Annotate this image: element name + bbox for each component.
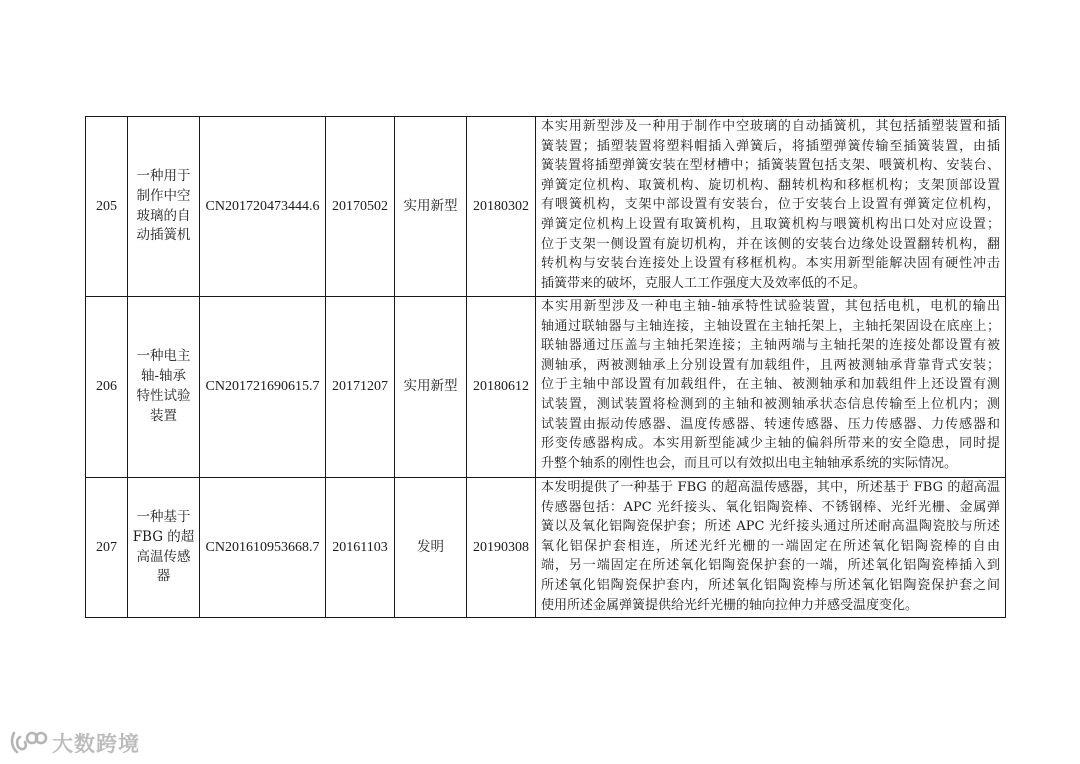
patent-name-cell [128,117,200,297]
application-date-cell: 20170502 [326,117,395,297]
abstract-line: 联轴器通过压盖与主轴托架连接；主轴两端与主轴托架的连接处都设置有被 [541,338,1000,354]
abstract-line: 轴通过联轴器与主轴连接，主轴设置在主轴托架上，主轴托架固设在底座上； [541,318,1000,334]
abstract-line: 传感器包括：APC 光纤接头、氧化铝陶瓷棒、不锈钢棒、光纤光栅、金属弹 [541,499,1000,515]
abstract-line: 簧装置；插塑装置将塑料帽插入弹簧后，将插塑弹簧传输至插簧装置，由插 [541,138,1000,154]
patent-type-cell: 实用新型 [395,117,467,297]
abstract-line: 插簧带来的破坏，克服人工工作强度大及效率低的不足。 [541,275,867,291]
abstract-line: 弹簧定位机构、取簧机构、旋切机构、翻转机构和移框机构；支架顶部设置 [541,177,1000,193]
patent-name-cell [128,297,200,478]
patent-name-line: 玻璃的自 [136,207,191,224]
patent-name-cell [128,478,200,618]
grant-date-cell: 20180612 [467,297,536,478]
application-number-cell: CN201721690615.7 [200,297,326,478]
abstract-line: 本发明提供了一种基于 FBG 的超高温传感器，其中，所述基于 FBG 的超高温 [541,480,1000,495]
abstract-line: 端，另一端固定在所述氧化铝陶瓷保护套的一端，所述氧化铝陶瓷棒插入到 [541,558,1000,574]
grant-date-cell: 20190308 [467,478,536,618]
patent-name-line: 动插簧机 [136,227,191,244]
abstract-line: 弹簧定位机构上设置有取簧机构，且取簧机构与喂簧机构出口处对应设置； [541,216,1000,232]
serial-number-cell: 207 [86,478,128,618]
abstract-line: 试装置由振动传感器、温度传感器、转速传感器、压力传感器、力传感器和 [541,416,1000,432]
brand-logo-icon [8,727,48,757]
patent-type-cell: 实用新型 [395,297,467,478]
table-row [86,478,1006,618]
patent-name-line: 一种用于 [136,167,191,184]
patent-type-cell: 发明 [395,478,467,618]
application-date-cell: 20161103 [326,478,395,618]
application-date-cell: 20171207 [326,297,395,478]
abstract-line: 转机构与安装台连接处上设置有移框机构。本实用新型能解决固有硬性冲击 [541,256,1000,272]
grant-date-cell: 20180302 [467,117,536,297]
abstract-line: 有喂簧机构，支架中部设置有安装台，位于安装台上设置有弹簧定位机构， [541,197,1000,213]
watermark-text: 大数跨境 [52,732,140,756]
patent-name-line: 一种电主 [136,348,191,365]
abstract-cell [536,297,1006,478]
abstract-line: 形变传感器构成。本实用新型能减少主轴的偏斜所带来的安全隐患，同时提 [541,436,1000,452]
patent-name-line: 一种基于 [136,508,191,525]
abstract-line: 氧化铝保护套相连，所述光纤光栅的一端固定在所述氧化铝陶瓷棒的自由 [541,538,1000,554]
patent-table [85,116,1006,618]
table-row [86,117,1006,297]
abstract-line: 测轴承，两被测轴承上分别设置有加载组件，且两被测轴承背靠背式安装； [541,357,1000,373]
application-number-cell: CN201720473444.6 [200,117,326,297]
abstract-line: 本实用新型涉及一种用于制作中空玻璃的自动插簧机，其包括插塑装置和插 [541,119,1000,134]
abstract-line: 簧以及氧化铝陶瓷保护套；所述 APC 光纤接头通过所述耐高温陶瓷胶与所述 [541,519,1000,535]
abstract-line: 本实用新型涉及一种电主轴-轴承特性试验装置，其包括电机，电机的输出 [541,299,1000,314]
patent-name-line: 制作中空 [136,187,191,204]
table-row [86,297,1006,478]
patent-name-line: 装置 [150,407,177,424]
application-number-cell: CN201610953668.7 [200,478,326,618]
patent-name-line: 特性试验 [136,388,191,404]
abstract-line: 位于支架一侧设置有旋切机构，并在该侧的安装台边缘处设置翻转机构，翻 [541,236,1000,252]
abstract-line: 使用所述金属弹簧提供给光纤光栅的轴向拉伸力并感受温度变化。 [541,597,919,613]
abstract-line: 升整个轴系的刚性也会，而且可以有效拟出电主轴轴承系统的实际情况。 [541,455,958,471]
serial-number-cell: 206 [86,297,128,478]
patent-name-line: 器 [156,568,171,585]
abstract-line: 位于主轴中部设置有加载组件，在主轴、被测轴承和加载组件上还设置有测 [541,377,1000,393]
abstract-line: 试装置，测试装置将检测到的主轴和被测轴承状态信息传输至上位机内；测 [541,396,1000,412]
patent-name-line: 轴-轴承 [140,368,187,385]
abstract-line: 簧装置将插塑弹簧安装在型材槽中；插簧装置包括支架、喂簧机构、安装台、 [541,158,1000,174]
abstract-cell [536,117,1006,297]
abstract-cell [536,478,1006,618]
serial-number-cell: 205 [86,117,128,297]
abstract-line: 所述氧化铝陶瓷保护套内，所述氧化铝陶瓷棒与所述氧化铝陶瓷保护套之间 [541,577,1000,593]
patent-name-line: FBG 的超 [132,528,195,545]
patent-name-line: 高温传感 [136,548,191,565]
